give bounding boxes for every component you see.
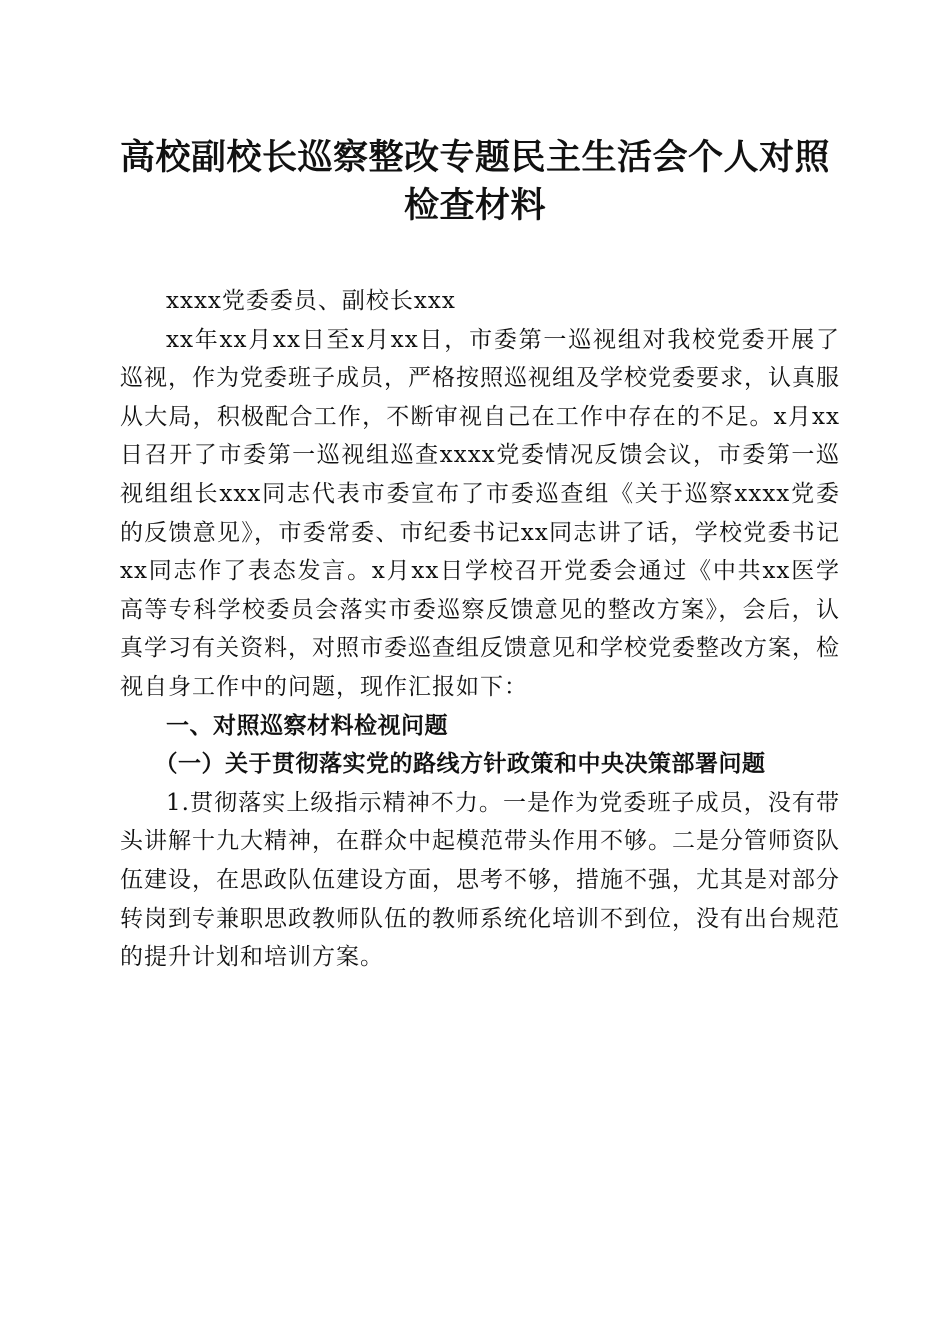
document-title bbox=[100, 134, 850, 230]
document-body bbox=[120, 282, 840, 977]
title-line-2: 检查材料 bbox=[403, 185, 546, 226]
subsection-heading-1: （一）关于贯彻落实党的路线方针政策和中央决策部署问题 bbox=[154, 750, 766, 778]
section-heading-1: 一、对照巡察材料检视问题 bbox=[166, 712, 448, 739]
intro-paragraph: xx年xx月xx日至x月xx日，市委第一巡视组对我校党委开展了巡视，作为党委班子成员，严格按照巡视组及学校党委要求，认真服从大局，积极配合工作，不断审视自己在工作中存在的不足。x月xx日召开了市委第一巡视组巡查xxxx党委情况反馈会议，市委第一巡视组组长xxx同志代表市委宣布了市委巡查组《关于巡察xxxx党委的反馈意见》，市委常委、市纪委书记xx同志讲了话，学校党委书记xx同志作了表态发言。x月xx日学校召开党委会通过《中共xx医学高等专科学校委员会落实市委巡察反馈意见的整改方案》，会后，认真学习有关资料，对照市委巡查组反馈意见和学校党委整改方案，检视自身工作中的问题，现作汇报如下： bbox=[120, 326, 840, 700]
item-paragraph-1: 1.贯彻落实上级指示精神不力。一是作为党委班子成员，没有带头讲解十九大精神，在群众中起模范带头作用不够。二是分管师资队伍建设，在思政队伍建设方面，思考不够，措施不强，尤其是对部分转岗到专兼职思政教师队伍的教师系统化培训不到位，没有出台规范的提升计划和培训方案。 bbox=[120, 789, 840, 971]
author-line: xxxx党委委员、副校长xxx bbox=[166, 288, 456, 314]
title-line-1: 高校副校长巡察整改专题民主生活会个人对照 bbox=[119, 137, 830, 178]
